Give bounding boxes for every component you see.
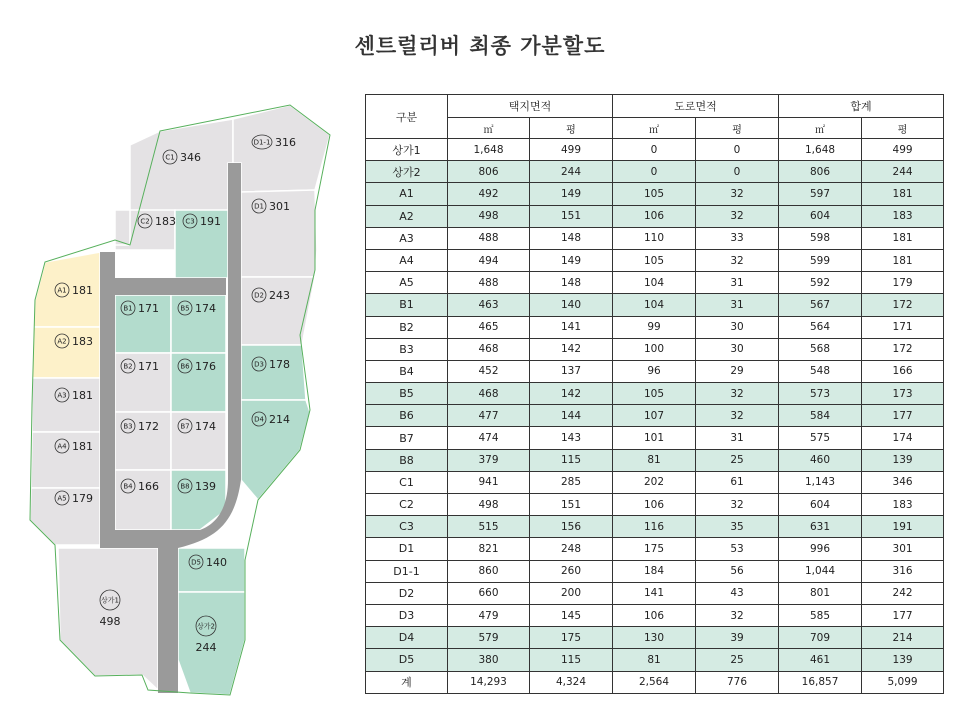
table-cell: 941 [448, 471, 530, 493]
table-cell: 465 [448, 316, 530, 338]
table-cell: 585 [779, 604, 862, 626]
plot-id-label: B2 [123, 362, 133, 371]
table-row [366, 604, 944, 626]
unit-header: 평 [862, 118, 944, 139]
table-row [366, 139, 944, 161]
table-cell: 81 [613, 449, 696, 471]
table-cell: 202 [613, 471, 696, 493]
plot-area-label: 183 [155, 215, 176, 228]
table-cell: 115 [530, 449, 613, 471]
table-cell: 32 [696, 183, 779, 205]
table-cell: 104 [613, 272, 696, 294]
table-cell: 32 [696, 604, 779, 626]
table-cell: 260 [530, 560, 613, 582]
table-cell: 96 [613, 360, 696, 382]
table-cell: 575 [779, 427, 862, 449]
table-row [366, 161, 944, 183]
row-label: B5 [366, 383, 448, 405]
plot-area-label: 181 [72, 284, 93, 297]
table-cell: 32 [696, 405, 779, 427]
row-label: A5 [366, 272, 448, 294]
plot-area-label: 172 [138, 420, 159, 433]
table-row [366, 294, 944, 316]
table-cell: 104 [613, 294, 696, 316]
row-label: D5 [366, 649, 448, 671]
unit-header: ㎡ [779, 118, 862, 139]
table-cell: 101 [613, 427, 696, 449]
table-cell: 498 [448, 205, 530, 227]
table-cell: 106 [613, 494, 696, 516]
table-cell: 573 [779, 383, 862, 405]
table-cell: 592 [779, 272, 862, 294]
table-cell: 200 [530, 582, 613, 604]
table-cell: 460 [779, 449, 862, 471]
row-label: A2 [366, 205, 448, 227]
table-cell: 183 [862, 494, 944, 516]
plot-id-label: A2 [57, 337, 67, 346]
plot-id-label: 상가1 [101, 596, 119, 605]
row-label: B3 [366, 338, 448, 360]
table-cell: 56 [696, 560, 779, 582]
table-cell: 479 [448, 604, 530, 626]
table-cell: 468 [448, 338, 530, 360]
table-cell: 499 [862, 139, 944, 161]
table-cell: 183 [862, 205, 944, 227]
table-cell: 568 [779, 338, 862, 360]
table-cell: 214 [862, 627, 944, 649]
plot-id-label: A1 [57, 286, 67, 295]
table-row [366, 649, 944, 671]
table-cell: 32 [696, 494, 779, 516]
table-cell: 35 [696, 516, 779, 538]
page-title: 센트럴리버 최종 가분할도 [354, 34, 606, 58]
table-cell: 166 [862, 360, 944, 382]
table-cell: 488 [448, 272, 530, 294]
table-cell: 567 [779, 294, 862, 316]
table-cell: 32 [696, 249, 779, 271]
table-cell: 301 [862, 538, 944, 560]
table-cell: 996 [779, 538, 862, 560]
table-row [366, 360, 944, 382]
table-cell: 30 [696, 338, 779, 360]
table-cell: 2,564 [613, 671, 696, 693]
row-label: B2 [366, 316, 448, 338]
table-cell: 31 [696, 294, 779, 316]
table-cell: 32 [696, 205, 779, 227]
plot-id-label: B1 [123, 304, 133, 313]
table-cell: 660 [448, 582, 530, 604]
table-cell: 177 [862, 405, 944, 427]
table-cell: 346 [862, 471, 944, 493]
table-cell: 244 [530, 161, 613, 183]
plot-id-label: D1 [254, 202, 264, 211]
plot-D2 [241, 277, 315, 345]
table-cell: 184 [613, 560, 696, 582]
group-header-road-area: 도로면적 [613, 95, 779, 118]
table-cell: 172 [862, 294, 944, 316]
table-cell: 110 [613, 227, 696, 249]
plot-id-label: D5 [191, 558, 201, 567]
row-label: A4 [366, 249, 448, 271]
plot-id-label: A4 [57, 442, 67, 451]
table-cell: 806 [448, 161, 530, 183]
table-cell: 468 [448, 383, 530, 405]
table-cell: 285 [530, 471, 613, 493]
plot-D3 [241, 345, 306, 400]
table-cell: 105 [613, 183, 696, 205]
table-row [366, 338, 944, 360]
table-cell: 579 [448, 627, 530, 649]
plot-area-label: 244 [195, 641, 217, 654]
table-cell: 316 [862, 560, 944, 582]
plot-id-label: C3 [185, 217, 195, 226]
unit-header: ㎡ [613, 118, 696, 139]
table-cell: 139 [862, 649, 944, 671]
plot-area-label: 498 [99, 615, 121, 628]
table-cell: 156 [530, 516, 613, 538]
table-cell: 172 [862, 338, 944, 360]
table-cell: 776 [696, 671, 779, 693]
table-cell: 144 [530, 405, 613, 427]
plot-id-label: A5 [57, 494, 67, 503]
table-cell: 30 [696, 316, 779, 338]
plot-id-label: D2 [254, 291, 264, 300]
row-label: D1 [366, 538, 448, 560]
table-cell: 53 [696, 538, 779, 560]
plot-area-label: 171 [138, 302, 159, 315]
table-cell: 244 [862, 161, 944, 183]
table-cell: 33 [696, 227, 779, 249]
table-cell: 29 [696, 360, 779, 382]
table-cell: 25 [696, 449, 779, 471]
table-cell: 141 [530, 316, 613, 338]
site-plan-map [0, 0, 360, 720]
plot-area-label: 191 [200, 215, 221, 228]
table-cell: 61 [696, 471, 779, 493]
table-cell: 181 [862, 249, 944, 271]
table-cell: 39 [696, 627, 779, 649]
row-label: C3 [366, 516, 448, 538]
table-cell: 498 [448, 494, 530, 516]
plot-area-label: 214 [269, 413, 290, 426]
table-row [366, 316, 944, 338]
plot-id-label: B6 [180, 362, 190, 371]
row-label: D3 [366, 604, 448, 626]
plot-area-label: 174 [195, 420, 216, 433]
table-row [366, 471, 944, 493]
plot-area-label: 181 [72, 389, 93, 402]
table-cell: 806 [779, 161, 862, 183]
row-label: 계 [366, 671, 448, 693]
table-row [366, 205, 944, 227]
table-cell: 107 [613, 405, 696, 427]
table-row [366, 582, 944, 604]
table-cell: 179 [862, 272, 944, 294]
table-cell: 141 [613, 582, 696, 604]
table-row [366, 538, 944, 560]
plot-id-label: B7 [180, 422, 190, 431]
table-body [366, 139, 944, 694]
plot-area-label: 243 [269, 289, 290, 302]
table-cell: 115 [530, 649, 613, 671]
table-cell: 106 [613, 205, 696, 227]
table-cell: 105 [613, 383, 696, 405]
table-cell: 0 [696, 161, 779, 183]
table-cell: 14,293 [448, 671, 530, 693]
unit-header: 평 [696, 118, 779, 139]
plot-area-label: 140 [206, 556, 227, 569]
table-cell: 116 [613, 516, 696, 538]
table-cell: 604 [779, 205, 862, 227]
plot-area-label: 166 [138, 480, 159, 493]
table-cell: 100 [613, 338, 696, 360]
table-row [366, 427, 944, 449]
table-cell: 631 [779, 516, 862, 538]
row-label: C1 [366, 471, 448, 493]
table-cell: 474 [448, 427, 530, 449]
table-cell: 1,044 [779, 560, 862, 582]
table-cell: 137 [530, 360, 613, 382]
table-cell: 584 [779, 405, 862, 427]
table-cell: 4,324 [530, 671, 613, 693]
table-cell: 0 [613, 161, 696, 183]
table-row [366, 494, 944, 516]
table-cell: 1,143 [779, 471, 862, 493]
table-cell: 99 [613, 316, 696, 338]
area-table [365, 94, 944, 694]
table-cell: 191 [862, 516, 944, 538]
table-cell: 143 [530, 427, 613, 449]
table-cell: 173 [862, 383, 944, 405]
table-row [366, 516, 944, 538]
table-cell: 821 [448, 538, 530, 560]
table-cell: 564 [779, 316, 862, 338]
table-cell: 492 [448, 183, 530, 205]
table-row [366, 449, 944, 471]
table-cell: 548 [779, 360, 862, 382]
plot-id-label: C2 [140, 217, 150, 226]
table-cell: 32 [696, 383, 779, 405]
table-cell: 140 [530, 294, 613, 316]
plot-D5 [178, 548, 245, 592]
table-cell: 151 [530, 205, 613, 227]
row-label: A1 [366, 183, 448, 205]
table-cell: 860 [448, 560, 530, 582]
col-header-category: 구분 [366, 95, 448, 139]
group-header-total: 합계 [779, 95, 944, 118]
table-cell: 174 [862, 427, 944, 449]
unit-header: ㎡ [448, 118, 530, 139]
plot-A3 [32, 378, 100, 432]
table-cell: 25 [696, 649, 779, 671]
table-row [366, 405, 944, 427]
plot-area-label: 181 [72, 440, 93, 453]
unit-header: 평 [530, 118, 613, 139]
plot-area-label: 301 [269, 200, 290, 213]
row-label: B8 [366, 449, 448, 471]
row-label: A3 [366, 227, 448, 249]
table-cell: 488 [448, 227, 530, 249]
table-row [366, 383, 944, 405]
table-row [366, 249, 944, 271]
plot-area-label: 346 [180, 151, 201, 164]
table-row [366, 627, 944, 649]
table-cell: 177 [862, 604, 944, 626]
table-cell: 181 [862, 183, 944, 205]
table-cell: 175 [613, 538, 696, 560]
table-cell: 463 [448, 294, 530, 316]
table-cell: 31 [696, 427, 779, 449]
table-cell: 452 [448, 360, 530, 382]
table-cell: 148 [530, 272, 613, 294]
table-cell: 149 [530, 183, 613, 205]
plot-id-label: 상가2 [197, 622, 215, 631]
plot-id-label: D4 [254, 415, 264, 424]
table-cell: 0 [696, 139, 779, 161]
table-cell: 181 [862, 227, 944, 249]
plot-id-label: B5 [180, 304, 190, 313]
table-row [366, 272, 944, 294]
table-cell: 597 [779, 183, 862, 205]
plot-id-label: B4 [123, 482, 133, 491]
table-cell: 801 [779, 582, 862, 604]
table-cell: 81 [613, 649, 696, 671]
table-cell: 461 [779, 649, 862, 671]
row-label: B7 [366, 427, 448, 449]
plot-id-label: B3 [123, 422, 133, 431]
row-label: B1 [366, 294, 448, 316]
table-row [366, 227, 944, 249]
table-cell: 1,648 [779, 139, 862, 161]
table-cell: 130 [613, 627, 696, 649]
row-label: B6 [366, 405, 448, 427]
row-label: D1-1 [366, 560, 448, 582]
plot-area-label: 316 [275, 136, 296, 149]
table-cell: 604 [779, 494, 862, 516]
table-cell: 380 [448, 649, 530, 671]
table-cell: 477 [448, 405, 530, 427]
plot-id-label: D3 [254, 360, 264, 369]
plot-id-label: A3 [57, 391, 67, 400]
table-cell: 494 [448, 249, 530, 271]
table-cell: 142 [530, 338, 613, 360]
plot-area-label: 171 [138, 360, 159, 373]
plot-area-label: 139 [195, 480, 216, 493]
table-row [366, 560, 944, 582]
plot-id-label: B8 [180, 482, 190, 491]
group-header-lot-area: 택지면적 [448, 95, 613, 118]
table-cell: 248 [530, 538, 613, 560]
table-cell: 151 [530, 494, 613, 516]
table-row [366, 183, 944, 205]
plot-area-label: 183 [72, 335, 93, 348]
table-cell: 43 [696, 582, 779, 604]
table-cell: 599 [779, 249, 862, 271]
plot-area-label: 176 [195, 360, 216, 373]
table-cell: 598 [779, 227, 862, 249]
row-label: C2 [366, 494, 448, 516]
plot-area-label: 174 [195, 302, 216, 315]
table-cell: 1,648 [448, 139, 530, 161]
plot-id-label: D1-1 [253, 138, 271, 147]
plot-area-label: 179 [72, 492, 93, 505]
table-cell: 145 [530, 604, 613, 626]
row-label: B4 [366, 360, 448, 382]
table-cell: 499 [530, 139, 613, 161]
row-label: 상가1 [366, 139, 448, 161]
table-cell: 105 [613, 249, 696, 271]
row-label: D2 [366, 582, 448, 604]
plot-id-label: C1 [165, 153, 175, 162]
table-cell: 5,099 [862, 671, 944, 693]
plot-B4 [115, 470, 171, 530]
row-label: 상가2 [366, 161, 448, 183]
table-cell: 16,857 [779, 671, 862, 693]
table-cell: 175 [530, 627, 613, 649]
table-cell: 142 [530, 383, 613, 405]
table-cell: 106 [613, 604, 696, 626]
table-cell: 171 [862, 316, 944, 338]
table-cell: 515 [448, 516, 530, 538]
table-cell: 0 [613, 139, 696, 161]
table-cell: 242 [862, 582, 944, 604]
table-row [366, 671, 944, 693]
table-cell: 379 [448, 449, 530, 471]
table-cell: 149 [530, 249, 613, 271]
row-label: D4 [366, 627, 448, 649]
plot-area-label: 178 [269, 358, 290, 371]
table-cell: 31 [696, 272, 779, 294]
table-cell: 139 [862, 449, 944, 471]
table-cell: 709 [779, 627, 862, 649]
table-cell: 148 [530, 227, 613, 249]
